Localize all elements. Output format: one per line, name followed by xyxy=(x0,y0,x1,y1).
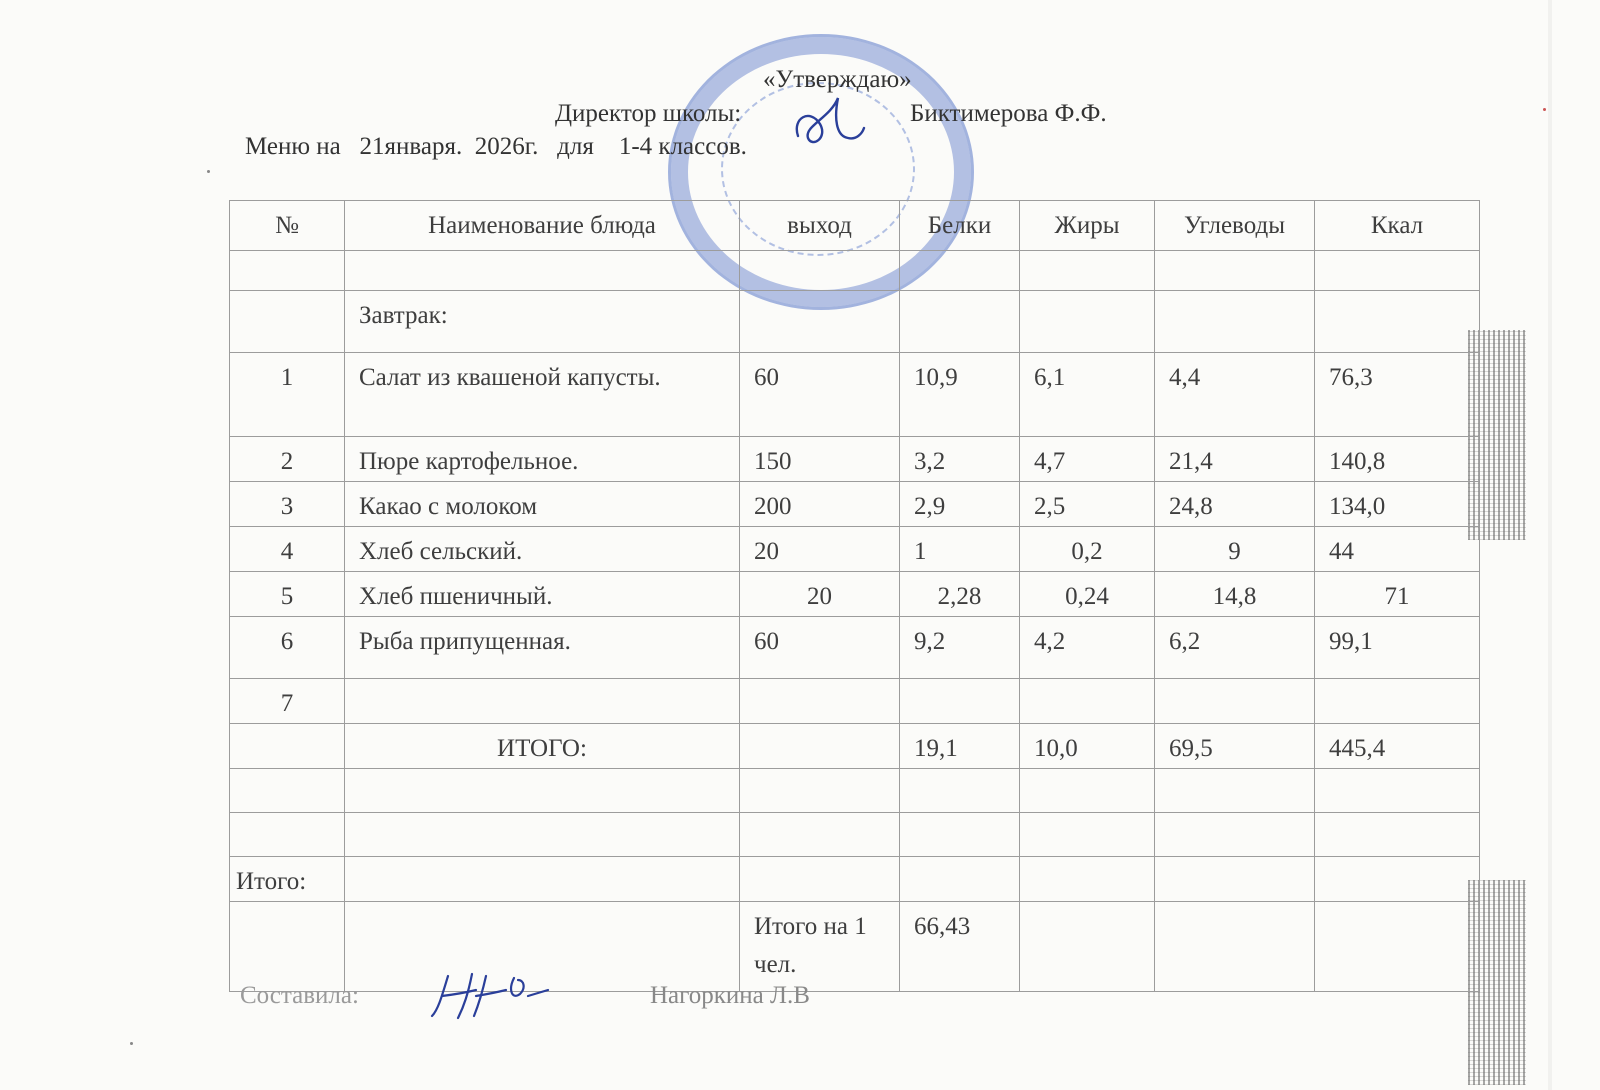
table-row xyxy=(230,482,1480,527)
total-label: ИТОГО: xyxy=(345,724,740,769)
dish-name: Какао с молоком xyxy=(345,482,740,527)
row-num: 4 xyxy=(230,527,345,572)
dish-fat: 4,7 xyxy=(1020,437,1155,482)
dish-kcal: 140,8 xyxy=(1315,437,1480,482)
total-protein: 19,1 xyxy=(900,724,1020,769)
dish-output: 60 xyxy=(740,617,900,679)
dish-name: Хлеб сельский. xyxy=(345,527,740,572)
dish-output: 20 xyxy=(740,527,900,572)
dish-output: 60 xyxy=(740,353,900,437)
total-fat: 10,0 xyxy=(1020,724,1155,769)
menu-table xyxy=(229,200,1480,992)
dish-fat: 0,24 xyxy=(1020,572,1155,617)
dish-carbs: 9 xyxy=(1155,527,1315,572)
table-row xyxy=(230,527,1480,572)
dish-name: Рыба припущенная. xyxy=(345,617,740,679)
speck xyxy=(1543,108,1546,111)
per-person-value: 66,43 xyxy=(900,902,1020,992)
row-num: 3 xyxy=(230,482,345,527)
itogo-row xyxy=(230,857,1480,902)
row-num: 5 xyxy=(230,572,345,617)
section-row xyxy=(230,291,1480,353)
director-label: Директор школы: xyxy=(555,100,742,127)
composer-signature xyxy=(428,966,558,1026)
empty-row xyxy=(230,813,1480,857)
row-num: 2 xyxy=(230,437,345,482)
col-header-carbs: Углеводы xyxy=(1155,201,1315,251)
composed-name: Нагоркина Л.В xyxy=(650,982,810,1009)
total-row xyxy=(230,724,1480,769)
row-num: 1 xyxy=(230,353,345,437)
composed-label: Составила: xyxy=(240,982,359,1009)
total-kcal: 445,4 xyxy=(1315,724,1480,769)
col-header-protein: Белки xyxy=(900,201,1020,251)
dish-kcal: 99,1 xyxy=(1315,617,1480,679)
dish-fat: 0,2 xyxy=(1020,527,1155,572)
col-header-name: Наименование блюда xyxy=(345,201,740,251)
col-header-num: № xyxy=(230,201,345,251)
dish-kcal: 134,0 xyxy=(1315,482,1480,527)
table-row xyxy=(230,353,1480,437)
dish-protein: 1 xyxy=(900,527,1020,572)
per-person-row xyxy=(230,902,1480,992)
per-person-label: Итого на 1 чел. xyxy=(740,902,900,992)
row-num: 6 xyxy=(230,617,345,679)
table-row xyxy=(230,617,1480,679)
dish-output: 150 xyxy=(740,437,900,482)
empty-row xyxy=(230,769,1480,813)
dish-carbs: 14,8 xyxy=(1155,572,1315,617)
dish-protein: 2,28 xyxy=(900,572,1020,617)
dish-kcal: 76,3 xyxy=(1315,353,1480,437)
table-row xyxy=(230,437,1480,482)
director-name: Биктимерова Ф.Ф. xyxy=(910,100,1107,127)
scan-edge-line xyxy=(1548,0,1552,1090)
col-header-output: выход xyxy=(740,201,900,251)
approve-heading: «Утверждаю» xyxy=(763,66,912,93)
director-signature xyxy=(790,88,870,158)
dish-carbs: 4,4 xyxy=(1155,353,1315,437)
dish-name: Пюре картофельное. xyxy=(345,437,740,482)
dish-name: Хлеб пшеничный. xyxy=(345,572,740,617)
table-header-row xyxy=(230,201,1480,251)
row-num: 7 xyxy=(230,679,345,724)
col-header-fat: Жиры xyxy=(1020,201,1155,251)
dish-fat: 4,2 xyxy=(1020,617,1155,679)
total-carbs: 69,5 xyxy=(1155,724,1315,769)
dish-fat: 2,5 xyxy=(1020,482,1155,527)
dish-name: Салат из квашеной капусты. xyxy=(345,353,740,437)
dish-output: 200 xyxy=(740,482,900,527)
dish-output: 20 xyxy=(740,572,900,617)
itogo-label: Итого: xyxy=(230,857,345,902)
section-label: Завтрак: xyxy=(345,291,740,353)
menu-title: Меню на 21января. 2026г. для 1-4 классов. xyxy=(245,133,747,160)
empty-row xyxy=(230,251,1480,291)
dish-carbs: 21,4 xyxy=(1155,437,1315,482)
speck xyxy=(130,1042,133,1045)
dish-carbs: 6,2 xyxy=(1155,617,1315,679)
dish-protein: 10,9 xyxy=(900,353,1020,437)
dish-kcal: 71 xyxy=(1315,572,1480,617)
dish-protein: 2,9 xyxy=(900,482,1020,527)
dish-fat: 6,1 xyxy=(1020,353,1155,437)
dish-carbs: 24,8 xyxy=(1155,482,1315,527)
table-row xyxy=(230,572,1480,617)
dish-protein: 9,2 xyxy=(900,617,1020,679)
speck xyxy=(207,170,210,173)
dish-kcal: 44 xyxy=(1315,527,1480,572)
table-row xyxy=(230,679,1480,724)
dish-protein: 3,2 xyxy=(900,437,1020,482)
col-header-kcal: Ккал xyxy=(1315,201,1480,251)
